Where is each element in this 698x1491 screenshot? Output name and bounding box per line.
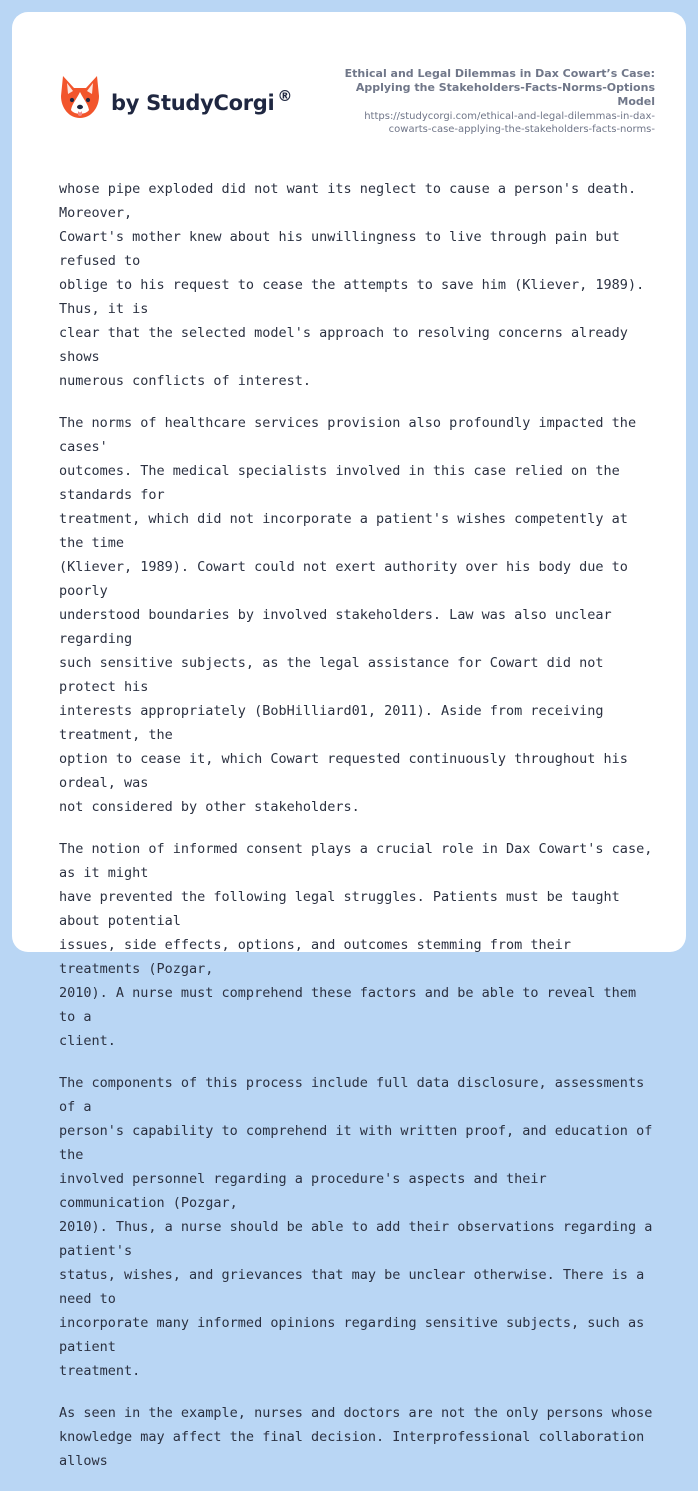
document-body	[59, 177, 659, 1491]
document-meta	[315, 67, 655, 136]
document-title: Ethical and Legal Dilemmas in Dax Cowart’s Case: Applying the Stakeholders-Facts-Norms-Options Model	[344, 67, 655, 108]
registered-mark: ®	[277, 87, 293, 105]
document-page	[12, 12, 686, 1469]
studycorgi-logo[interactable]	[59, 74, 292, 122]
paragraph: The notion of informed consent plays a crucial role in Dax Cowart's case, as it might have prevented the following legal struggles. Patients must be taught about potential issues, side effects, options, and outcomes stemming from their treatments (Pozgar, 2010). A nurse must comprehend these factors and be able to reveal them to a client.	[59, 841, 653, 1049]
corgi-icon	[59, 74, 101, 122]
paragraph: whose pipe exploded did not want its neglect to cause a person's death. Moreover, Cowart's mother knew about his unwillingness to live through pain but refused to oblige to his request to cease the attempts to save him (Kliever, 1989). Thus, it is clear that the selected model's approach to resolving concerns already shows numerous conflicts of interest.	[59, 181, 645, 389]
paragraph: The norms of healthcare services provision also profoundly impacted the cases' outcomes. The medical specialists involved in this case relied on the standards for treatment, which did not incorporate a patient's wishes competently at the time (Kliever, 1989). Cowart could not exert authority over his body due to poorly understood boundaries by involved stakeholders. Law was also unclear regarding such sensitive subjects, as the legal assistance for Cowart did not protect his interests appropriately (BobHilliard01, 2011). Aside from receiving treatment, the option to cease it, which Cowart requested continuously throughout his ordeal, was not considered by other stakeholders.	[59, 415, 637, 815]
page-header	[12, 12, 686, 162]
paragraph: The components of this process include full data disclosure, assessments of a person's capability to comprehend it with written proof, and education of the involved personnel regarding a procedure's aspects and their communication (Pozgar, 2010). Thus, a nurse should be able to add their observations regarding a patient's status, wishes, and grievances that may be unclear otherwise. There is a need to incorporate many informed opinions regarding sensitive subjects, such as patient treatment.	[59, 1075, 653, 1379]
brand-name: by StudyCorgi ®	[111, 87, 293, 115]
document-url[interactable]: https://studycorgi.com/ethical-and-legal-dilemmas-in-dax- cowarts-case-applying-the-stakeholders-facts-norms-	[364, 111, 655, 135]
paragraph: As seen in the example, nurses and doctors are not the only persons whose knowledge may affect the final decision. Interprofessional collaboration allows	[59, 1405, 653, 1469]
